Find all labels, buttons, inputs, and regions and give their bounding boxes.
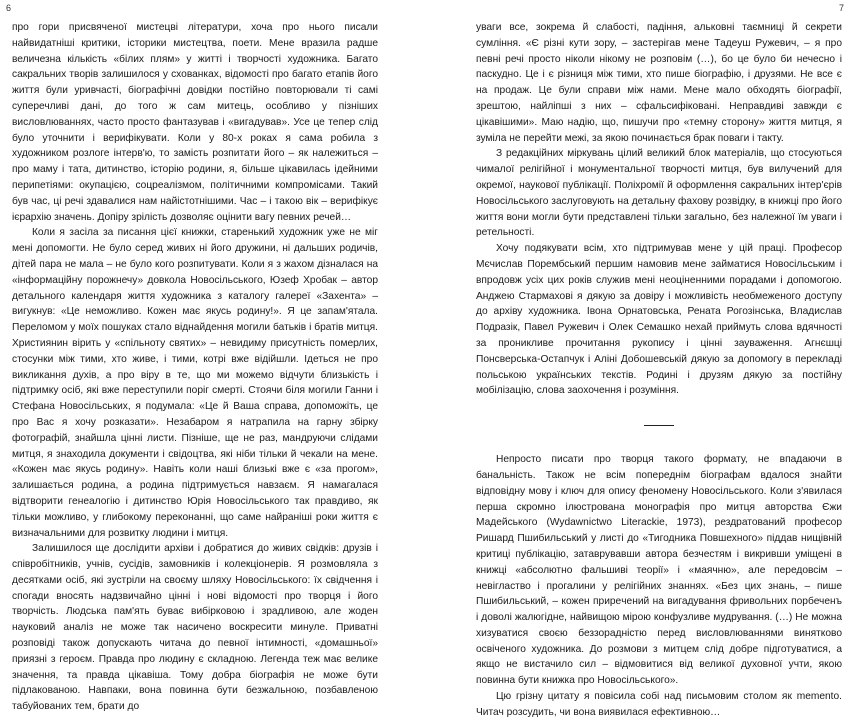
left-text-column xyxy=(12,20,378,715)
paragraph: Непросто писати про творця такого формату, не впадаючи в банальність. Також не всім попереднім біографам вдалося знайти відповідну мову і ключ для опису феномену Новосільського. Коли з'явилася перша скромно ілюстрована монографія про митця авторства Єжи Мадейського (Wydawnictwo Literackie, 1973), рездратований професор Ришард Пшибильський у листі до «Тигодника Повшехного» піддав нищівній критиці публікацію, затаврувавши автора безчестям і викривши уміщені в книжці «абсолютно фальшиві теорії» і «маячню», але передовсім – невіглаcтво і прогалини у релігійних знаннях. «Без цих знань, – пише Пшибильський, – кожен прирeчений на вигадування фривольних порбеченъ і доволі жалюгідне, найвищою мірою конфузливе мудрування. (…) Не можна хизуватися своєю беззорадністю перед висловлюваннями винятково освіченого художника. До розмови з митцем слід добре підготуватися, а якщо не вистачило сил – відмовитися від великої духовної учти, якою повинна бути книжка про Новосільського». xyxy=(476,454,842,687)
paragraph: З редакційних міркувань цілий великий блок матеріалів, що стосуються чималої релігійної і монументальної творчості митця, був вилучений для окремої, наукової публікації. Поліхромії й оформлення сакральних інтер'єрів Новосільського заслуговують на детальну фахову розвідку, в книжці про його життя вони могли бути представлені тільки загально, без належної їм уваги і ретельності. xyxy=(476,148,842,239)
page-number-right: 7 xyxy=(838,3,844,13)
page-number-left: 6 xyxy=(6,3,12,13)
paragraph: уваги все, зокрема й слабості, падіння, альковні таємниці й секрети сумління. «Є різні кути зору, – застерігав мене Тадеуш Ружевич, – я про певні речі просто ніколи нікому не розповім (…), бо це було би нечесно і паскудно. Це і є різниця між тими, хто пише біографію, і друзями. Не все є на продаж. Це були справи між нами. Мене мало обходять біографії, зрештою, найліпші з них – сфальсифіковані. Неправдиві завжди є цікавішими». Маю надію, що, пишучи про «темну сторону» життя митця, я зуміла не перейти межі, за якою починається брак поваги і такту. xyxy=(476,22,842,144)
section-divider xyxy=(644,425,674,426)
right-text-column xyxy=(476,20,842,721)
paragraph: Залишилося ще дослідити архіви і добратися до живих свідків: друзів і співробітників, учнів, сусідів, замовників і колекціонерів. Я розмовляла з десятками осіб, які зустріли на своєму шляху Новосільського: їх свідчення і спогади вносять надзвичайно цінні і нові відомості про творця і його творчість. Людська пам'ять буває вибірковою і зрадливою, але жоден науковий аналіз не може так насичено воскресити минуле. Приватні розповіді також допускають читача до певної інтимності, «домашньої» приязні з героєм. Правда про людину є складною. Легенда теж має велике значення, та правда цікавіша. Тому добра біографія не може бути підлакованою. Навпаки, вона повинна бути безжальною, позбавленою табуйованих тем, брати до xyxy=(12,543,378,713)
paragraph: про гори присвяченої мистецві літератури, хоча про нього писали найвидатніші критики, історики мистецтва, поети. Мене вразила радше величезна кількість «білих плям» у житті і творчості художника. Багато сакральних творів залишилося у схованках, відомості про багато етапів його життя були уривчасті, біографічні довідки постійно повторювали ті самі суперечливі дані, до того ж сам митець, особливо у пізніших висловлюваннях, часто просто фантазував і «вигадував». Усе це тепер слід було уточнити і верифікувати. Коли у 80-х роках я сама робила з художником розлоге інтерв'ю, то замість розпитати його – як належиться – про маму і тата, дитинство, історію родини, я, більше цікавилась ідейними перипетіями: окупацією, соцреалізмом, політичними компромісами. Такий був час, ці речі здавалися нам найістотнішими. Час – і такою вік – верифікує ієрархію значень. Допіру зрілість дозволяє оцінити вагу певних речей… xyxy=(12,22,378,223)
paragraph: Коли я засіла за писання цієї книжки, старенький художник уже не міг мені допомогти. Не було серед живих ні його дружини, ні дальших родичів, дітей пара не мала – не було кого розпитувати. Коли я з жахом дізналася на «інформаційну порожнечу» довкола Новосільського, Юзеф Хробак – автор детального календаря життя художника з каталогу галереї «Захента» – вигукнув: «Це неможливо. Кожен має якусь родину!». Я це запам'ятала. Переломом у моїх пошуках стало віднайдення могили батьків і братів митця. Християнин вірить у «спільноту святих» – невидиму присутність померлих, стосунки між тими, хто живе, і тими, котрі вже відійшли. Ідеться не про викликання духів, а про віру в те, що ми можемо відчути близькість і підтримку осіб, які вже переступили поріг смерті. Стоячи біля могили Ганни і Стефана Новосільських, я подумала: «Це й Ваша справа, допоможіть, це про Вас я хочу розказати». Незабаром я натрапила на гарну збірку фотографій, знайшла цінні листи. Пізніше, ще не раз, мандруючи слідами митця, я знаходила документи і свідоцтва, які ніби тільки й чекали на мене. «Кожен має якусь родину». Навіть коли наші близькі вже є «за прогом», залишається родина, а родина підтримується навзаєм. Я намагалася відтворити генеалогію і дитинство Юрія Новосільського так правдиво, як тільки можливо, у глибокому переконанні, що саме найраніші роки життя є визначальними для розвитку людини і митця. xyxy=(12,227,378,539)
paragraph: Цю грізну цитату я повісила собі над письмовим столом як memento. Читач розсудить, чи вона виявилася ефективною… xyxy=(476,691,842,718)
paragraph: Хочу подякувати всім, хто підтримував мене у цій праці. Професор Мєчислав Порембський першим намовив мене займатися Новосільським і впродовж усіх цих років служив мені неоціненними порадами і допомогою. Анджею Стармахові я дякую за довіру і можливість необмеженого доступу до архіву художника. Івона Орнатовська, Рената Рогозінська, Владислав Подразік, Павел Ружевич і Олек Семашко нехай приймуть слова вдячності за проникливе прочитання рукопису і цінні зауваження. Агнєшці Понсверська-Остапчук і Аліні Добошевській дякую за допомогу в перекладі польською українських текстів. Родині і друзям дякую за постійну мобілізацію, слова заохочення і розуміння. xyxy=(476,243,842,397)
